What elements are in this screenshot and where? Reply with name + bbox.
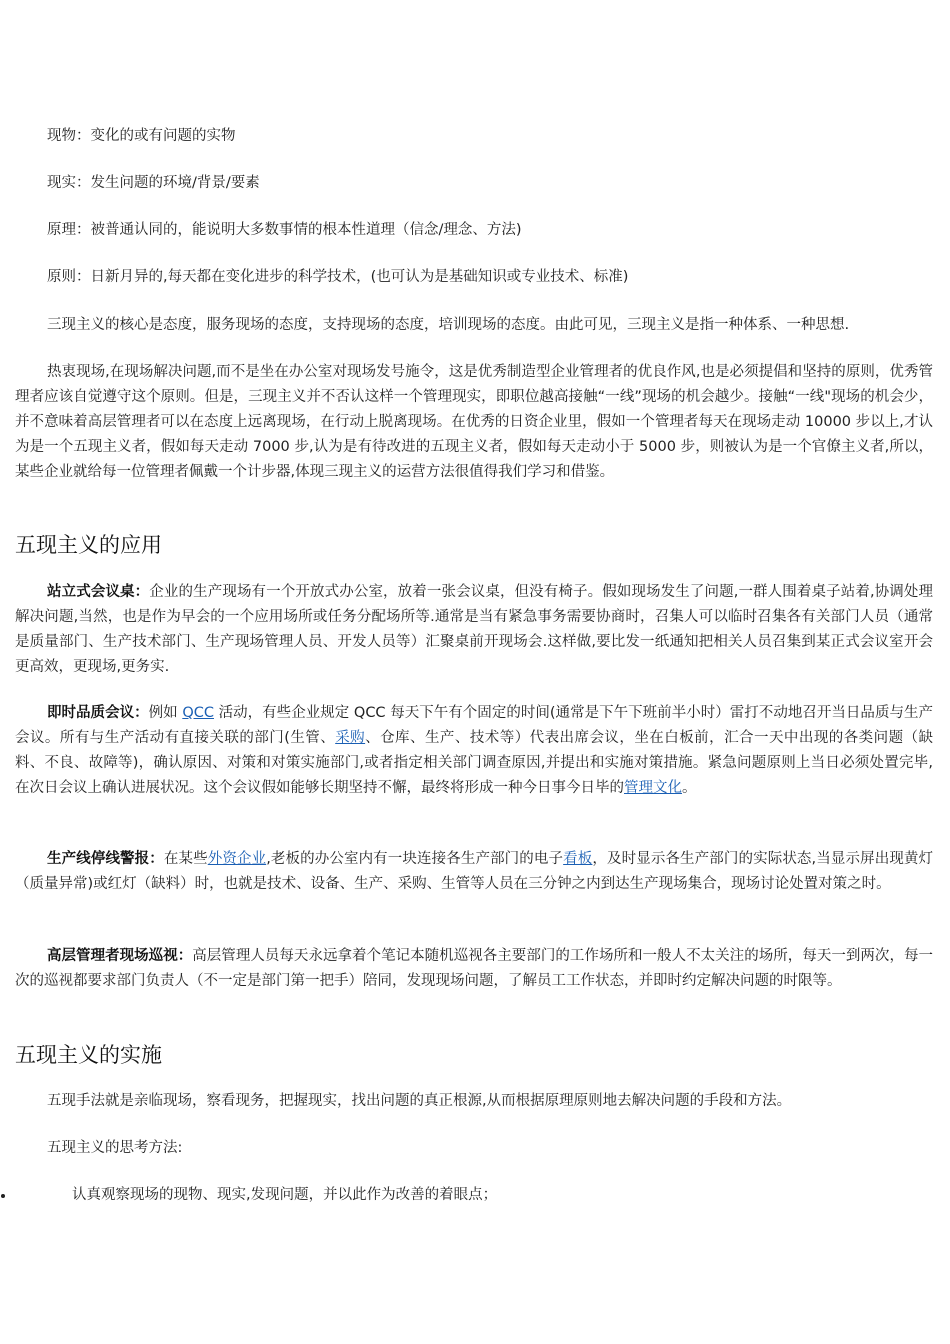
procurement-link[interactable]: 采购 [335,730,366,746]
section-heading-implementation: 五现主义的实施 [15,1043,162,1067]
line-stop-title: 生产线停线警报： [47,851,164,867]
line-stop-text-1: 在某些 [163,851,208,867]
line-stop-paragraph [15,847,933,897]
section-heading-application: 五现主义的应用 [15,533,162,557]
quality-meeting-paragraph [15,701,933,801]
quality-meeting-text-4: 。 [682,780,697,796]
definition-xianshi: 现实：发生问题的环境/背景/要素 [47,175,260,191]
thinking-paragraph: 五现主义的思考方法: [47,1140,183,1156]
bullet-icon [1,1194,5,1198]
definition-yuanli: 原理：被普通认同的，能说明大多数事情的根本性道理（信念/理念、方法) [47,222,522,238]
line-stop-text-3: ，及时显示各生产部门的实际状态,当显示屏出现黄灯（质量异常)或红灯（缺料）时，也就是技术、设备、生产、采购、生管等人员在三分钟之内到达生产现场集合，现场讨论处置对策之时。 [15,851,934,892]
quality-meeting-text-1: 例如 [148,705,183,721]
patrol-title: 高层管理者现场巡视： [47,948,193,964]
line-stop-text-2: ,老板的办公室内有一块连接各生产部门的电子 [266,851,564,867]
definition-yuanze: 原则：日新月异的,每天都在变化进步的科学技术，(也可认为是基础知识或专业技术、标准) [47,269,629,285]
foreign-enterprise-link[interactable]: 外资企业 [207,851,267,867]
management-culture-link[interactable]: 管理文化 [624,780,682,796]
standing-meeting-text: 企业的生产现场有一个开放式办公室，放着一张会议桌，但没有椅子。假如现场发生了问题,一群人围着桌子站着,协调处理解决问题,当然，也是作为早会的一个应用场所或任务分配场所等.通常是当有紧急事务需要协商时，召集人可以临时召集各有关部门人员（通常是质量部门、生产技术部门、生产现场管理人员、开发人员等）汇聚桌前开现场会.这样做,要比发一纸通知把相关人员召集到某正式会议室开会更高效，更现场,更务实. [15,584,933,675]
core-paragraph: 三现主义的核心是态度，服务现场的态度，支持现场的态度，培训现场的态度。由此可见，三现主义是指一种体系、一种思想. [47,317,850,333]
passion-paragraph: 热衷现场,在现场解决问题,而不是坐在办公室对现场发号施令，这是优秀制造型企业管理者的优良作风,也是必须提倡和坚持的原则，优秀管理者应该自觉遵守这个原则。但是，三现主义并不否认这样一个管理现实，即职位越高接触“一线”现场的机会越少。接触“一线"现场的机会少，并不意味着高层管理者可以在态度上远离现场，在行动上脱离现场。在优秀的日资企业里，假如一个管理者每天在现场走动 10000 步以上,才认为是一个五现主义者，假如每天走动 7000 步,认为是有待改进的五现主义者，假如每天走动小于 5000 步，则被认为是一个官僚主义者,所以，某些企业就给每一位管理者佩戴一个计步器,体现三现主义的运营方法很值得我们学习和借鉴。 [15,364,933,480]
definition-xianwu: 现物：变化的或有问题的实物 [47,128,236,144]
standing-meeting-title: 站立式会议桌： [47,584,150,600]
patrol-text: 高层管理人员每天永远拿着个笔记本随机巡视各主要部门的工作场所和一般人不太关注的场所，每天一到两次，每一次的巡视都要求部门负责人（不一定是部门第一把手）陪同，发现现场问题，了解员工工作状态，并即时约定解决问题的时限等。 [15,948,933,989]
quality-meeting-title: 即时品质会议： [47,705,149,721]
patrol-paragraph [15,944,933,994]
qcc-link[interactable]: QCC [182,705,214,721]
standing-meeting-paragraph [15,580,933,680]
kanban-link[interactable]: 看板 [563,851,593,867]
method-paragraph: 五现手法就是亲临现场，察看现务，把握现实，找出问题的真正根源,从而根据原理原则地去解决问题的手段和方法。 [47,1093,792,1109]
list-item-text: 认真观察现场的现物、现实,发现问题，并以此作为改善的着眼点； [72,1187,498,1203]
quality-meeting-text-2: 活动，有些企业规定 QCC 每天下午有个固定的时间(通常是下午下班前半小时）雷打不动地召开当日品质与生产会议。所有与生产活动有直接关联的部门(生管、 [15,705,934,746]
quality-meeting-text-3: 、仓库、生产、技术等）代表出席会议，坐在白板前，汇合一天中出现的各类问题（缺料、不良、故障等)，确认原因、对策和对策实施部门,或者指定相关部门调查原因,并提出和实施对策措施。紧急问题原则上当日必须处置完毕,在次日会议上确认进展状况。这个会议假如能够长期坚持不懈，最终将形成一种今日事今日毕的 [15,730,934,796]
